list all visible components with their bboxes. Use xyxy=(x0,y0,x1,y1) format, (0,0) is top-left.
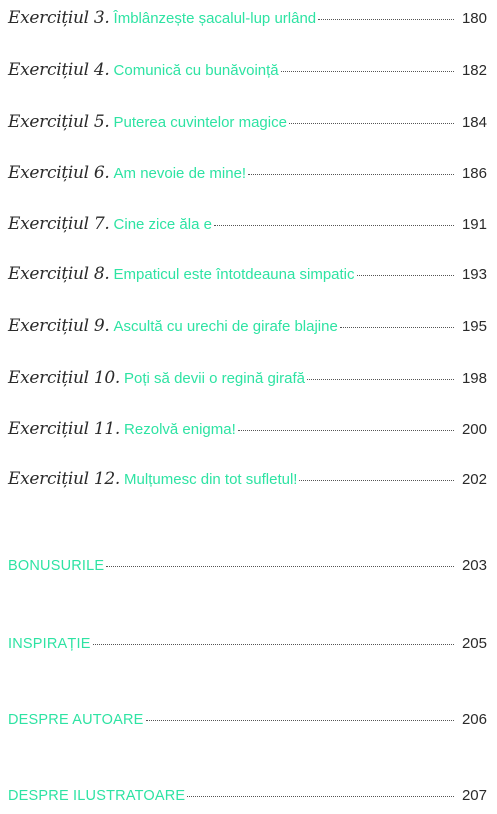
exercise-label: Exercițiul 6. xyxy=(8,163,110,183)
page-number: 186 xyxy=(461,165,487,182)
exercise-title: Puterea cuvintelor magice xyxy=(113,114,287,131)
exercise-label: Exercițiul 5. xyxy=(8,112,110,132)
page-number: 206 xyxy=(461,711,487,728)
toc-entry-inspiratie[interactable] xyxy=(8,635,487,652)
dot-leader xyxy=(93,644,454,645)
exercise-label: Exercițiul 11. xyxy=(8,419,121,439)
exercise-title: Poți să devii o regină girafă xyxy=(124,370,305,387)
toc-entry-exercise-9[interactable] xyxy=(8,316,487,336)
exercise-label: Exercițiul 12. xyxy=(8,469,121,489)
exercise-label: Exercițiul 4. xyxy=(8,60,110,80)
exercise-title: Îmblânzește șacalul-lup urlând xyxy=(113,10,317,27)
page-number: 193 xyxy=(461,266,487,283)
toc-entry-exercise-3[interactable] xyxy=(8,8,487,28)
exercise-label: Exercițiul 9. xyxy=(8,316,110,336)
toc-entry-exercise-5[interactable] xyxy=(8,112,487,132)
page-number: 205 xyxy=(461,635,487,652)
exercise-title: Ascultă cu urechi de girafe blajine xyxy=(113,318,338,335)
page-number: 198 xyxy=(461,370,487,387)
section-title: DESPRE AUTOARE xyxy=(8,712,144,728)
section-title: BONUSURILE xyxy=(8,558,105,574)
toc-entry-exercise-6[interactable] xyxy=(8,163,487,183)
toc-entry-exercise-11[interactable] xyxy=(8,419,487,439)
dot-leader xyxy=(299,480,454,481)
toc-entry-exercise-10[interactable] xyxy=(8,368,487,388)
toc-entry-bonusurile[interactable] xyxy=(8,557,487,574)
toc-entry-despre-ilustratoare[interactable] xyxy=(8,787,487,804)
exercise-label: Exercițiul 3. xyxy=(8,8,110,28)
dot-leader xyxy=(248,174,454,175)
dot-leader xyxy=(357,275,454,276)
page-number: 200 xyxy=(461,421,487,438)
toc-entry-exercise-7[interactable] xyxy=(8,214,487,234)
exercise-title: Comunică cu bunăvoință xyxy=(113,62,279,79)
exercise-title: Rezolvă enigma! xyxy=(124,421,236,438)
section-title: INSPIRAȚIE xyxy=(8,636,91,652)
page-number: 182 xyxy=(461,62,487,79)
dot-leader xyxy=(146,720,454,721)
page-number: 203 xyxy=(461,557,487,574)
dot-leader xyxy=(307,379,454,380)
page-number: 184 xyxy=(461,114,487,131)
dot-leader xyxy=(238,430,454,431)
dot-leader xyxy=(187,796,454,797)
toc-entry-exercise-8[interactable] xyxy=(8,264,487,284)
page-number: 202 xyxy=(461,471,487,488)
page-number: 191 xyxy=(461,216,487,233)
dot-leader xyxy=(214,225,454,226)
exercise-title: Mulțumesc din tot sufletul! xyxy=(124,471,298,488)
dot-leader xyxy=(340,327,454,328)
exercise-title: Empaticul este întotdeauna simpatic xyxy=(113,266,355,283)
exercise-label: Exercițiul 10. xyxy=(8,368,121,388)
dot-leader xyxy=(289,123,454,124)
exercise-title: Cine zice ăla e xyxy=(113,216,212,233)
page-number: 207 xyxy=(461,787,487,804)
dot-leader xyxy=(318,19,454,20)
toc-entry-exercise-4[interactable] xyxy=(8,60,487,80)
dot-leader xyxy=(106,566,454,567)
dot-leader xyxy=(281,71,454,72)
exercise-label: Exercițiul 8. xyxy=(8,264,110,284)
exercise-title: Am nevoie de mine! xyxy=(113,165,247,182)
page-number: 180 xyxy=(461,10,487,27)
exercise-label: Exercițiul 7. xyxy=(8,214,110,234)
toc-entry-exercise-12[interactable] xyxy=(8,469,487,489)
section-title: DESPRE ILUSTRATOARE xyxy=(8,788,186,804)
toc-entry-despre-autoare[interactable] xyxy=(8,711,487,728)
page-number: 195 xyxy=(461,318,487,335)
